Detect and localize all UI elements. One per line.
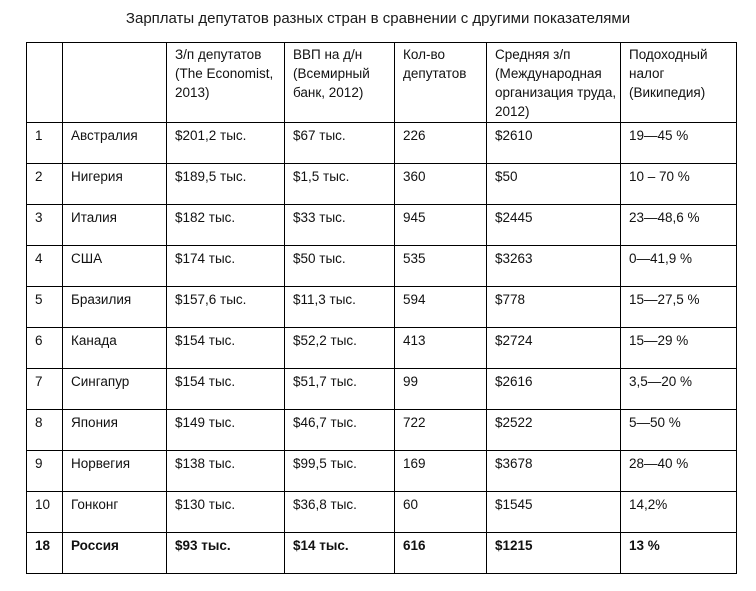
cell-mp-salary: $130 тыс. bbox=[167, 492, 285, 533]
cell-mp-salary: $138 тыс. bbox=[167, 451, 285, 492]
table-row bbox=[27, 246, 737, 287]
cell-gdp: $33 тыс. bbox=[285, 205, 395, 246]
cell-rank: 4 bbox=[27, 246, 63, 287]
table-row bbox=[27, 287, 737, 328]
cell-income-tax: 28—40 % bbox=[621, 451, 737, 492]
table-row bbox=[27, 492, 737, 533]
table-row bbox=[27, 205, 737, 246]
header-average-salary: Средняя з/п (Международная организация труда, 2012) bbox=[487, 43, 621, 123]
cell-mp-salary: $154 тыс. bbox=[167, 369, 285, 410]
cell-gdp: $36,8 тыс. bbox=[285, 492, 395, 533]
cell-rank: 8 bbox=[27, 410, 63, 451]
cell-average-salary: $2445 bbox=[487, 205, 621, 246]
cell-average-salary: $1215 bbox=[487, 533, 621, 574]
cell-income-tax: 10 – 70 % bbox=[621, 164, 737, 205]
cell-country: Норвегия bbox=[63, 451, 167, 492]
cell-country: Гонконг bbox=[63, 492, 167, 533]
cell-mp-count: 60 bbox=[395, 492, 487, 533]
cell-income-tax: 13 % bbox=[621, 533, 737, 574]
cell-income-tax: 23—48,6 % bbox=[621, 205, 737, 246]
cell-mp-count: 945 bbox=[395, 205, 487, 246]
cell-rank: 1 bbox=[27, 123, 63, 164]
header-rank bbox=[27, 43, 63, 123]
cell-average-salary: $50 bbox=[487, 164, 621, 205]
table-row bbox=[27, 369, 737, 410]
cell-gdp: $11,3 тыс. bbox=[285, 287, 395, 328]
cell-country: Канада bbox=[63, 328, 167, 369]
cell-income-tax: 14,2% bbox=[621, 492, 737, 533]
cell-country: Япония bbox=[63, 410, 167, 451]
cell-country: США bbox=[63, 246, 167, 287]
table-header-row bbox=[27, 43, 737, 123]
header-mp-count: Кол-во депутатов bbox=[395, 43, 487, 123]
cell-mp-count: 169 bbox=[395, 451, 487, 492]
cell-average-salary: $1545 bbox=[487, 492, 621, 533]
header-country bbox=[63, 43, 167, 123]
cell-rank: 7 bbox=[27, 369, 63, 410]
cell-income-tax: 0—41,9 % bbox=[621, 246, 737, 287]
cell-gdp: $67 тыс. bbox=[285, 123, 395, 164]
table-row bbox=[27, 410, 737, 451]
cell-mp-salary: $154 тыс. bbox=[167, 328, 285, 369]
cell-rank: 18 bbox=[27, 533, 63, 574]
cell-average-salary: $2610 bbox=[487, 123, 621, 164]
cell-mp-count: 616 bbox=[395, 533, 487, 574]
cell-average-salary: $2522 bbox=[487, 410, 621, 451]
cell-gdp: $50 тыс. bbox=[285, 246, 395, 287]
cell-country: Нигерия bbox=[63, 164, 167, 205]
cell-average-salary: $778 bbox=[487, 287, 621, 328]
table-row bbox=[27, 164, 737, 205]
table-row bbox=[27, 328, 737, 369]
cell-mp-count: 535 bbox=[395, 246, 487, 287]
cell-mp-count: 99 bbox=[395, 369, 487, 410]
cell-average-salary: $2724 bbox=[487, 328, 621, 369]
cell-rank: 6 bbox=[27, 328, 63, 369]
cell-gdp: $52,2 тыс. bbox=[285, 328, 395, 369]
cell-mp-salary: $201,2 тыс. bbox=[167, 123, 285, 164]
cell-rank: 10 bbox=[27, 492, 63, 533]
cell-mp-count: 413 bbox=[395, 328, 487, 369]
header-gdp-per-capita: ВВП на д/н (Всемирный банк, 2012) bbox=[285, 43, 395, 123]
cell-country: Австралия bbox=[63, 123, 167, 164]
cell-mp-count: 360 bbox=[395, 164, 487, 205]
cell-average-salary: $3678 bbox=[487, 451, 621, 492]
cell-gdp: $1,5 тыс. bbox=[285, 164, 395, 205]
cell-gdp: $99,5 тыс. bbox=[285, 451, 395, 492]
header-income-tax: Подоходный налог (Википедия) bbox=[621, 43, 737, 123]
cell-average-salary: $3263 bbox=[487, 246, 621, 287]
cell-income-tax: 15—29 % bbox=[621, 328, 737, 369]
cell-gdp: $46,7 тыс. bbox=[285, 410, 395, 451]
cell-income-tax: 19—45 % bbox=[621, 123, 737, 164]
cell-mp-count: 594 bbox=[395, 287, 487, 328]
cell-mp-count: 722 bbox=[395, 410, 487, 451]
cell-rank: 9 bbox=[27, 451, 63, 492]
cell-mp-salary: $174 тыс. bbox=[167, 246, 285, 287]
cell-mp-salary: $149 тыс. bbox=[167, 410, 285, 451]
cell-country: Сингапур bbox=[63, 369, 167, 410]
cell-country: Италия bbox=[63, 205, 167, 246]
cell-mp-count: 226 bbox=[395, 123, 487, 164]
table-row bbox=[27, 451, 737, 492]
cell-mp-salary: $93 тыс. bbox=[167, 533, 285, 574]
cell-mp-salary: $157,6 тыс. bbox=[167, 287, 285, 328]
page-title: Зарплаты депутатов разных стран в сравнении с другими показателями bbox=[125, 10, 631, 27]
cell-country: Бразилия bbox=[63, 287, 167, 328]
table-row-highlight bbox=[27, 533, 737, 574]
cell-mp-salary: $182 тыс. bbox=[167, 205, 285, 246]
cell-gdp: $14 тыс. bbox=[285, 533, 395, 574]
table-row bbox=[27, 123, 737, 164]
cell-rank: 2 bbox=[27, 164, 63, 205]
cell-income-tax: 5—50 % bbox=[621, 410, 737, 451]
cell-country: Россия bbox=[63, 533, 167, 574]
cell-gdp: $51,7 тыс. bbox=[285, 369, 395, 410]
comparison-table bbox=[26, 42, 737, 574]
cell-mp-salary: $189,5 тыс. bbox=[167, 164, 285, 205]
cell-rank: 3 bbox=[27, 205, 63, 246]
cell-average-salary: $2616 bbox=[487, 369, 621, 410]
cell-rank: 5 bbox=[27, 287, 63, 328]
header-mp-salary: З/п депутатов (The Economist, 2013) bbox=[167, 43, 285, 123]
cell-income-tax: 15—27,5 % bbox=[621, 287, 737, 328]
cell-income-tax: 3,5—20 % bbox=[621, 369, 737, 410]
